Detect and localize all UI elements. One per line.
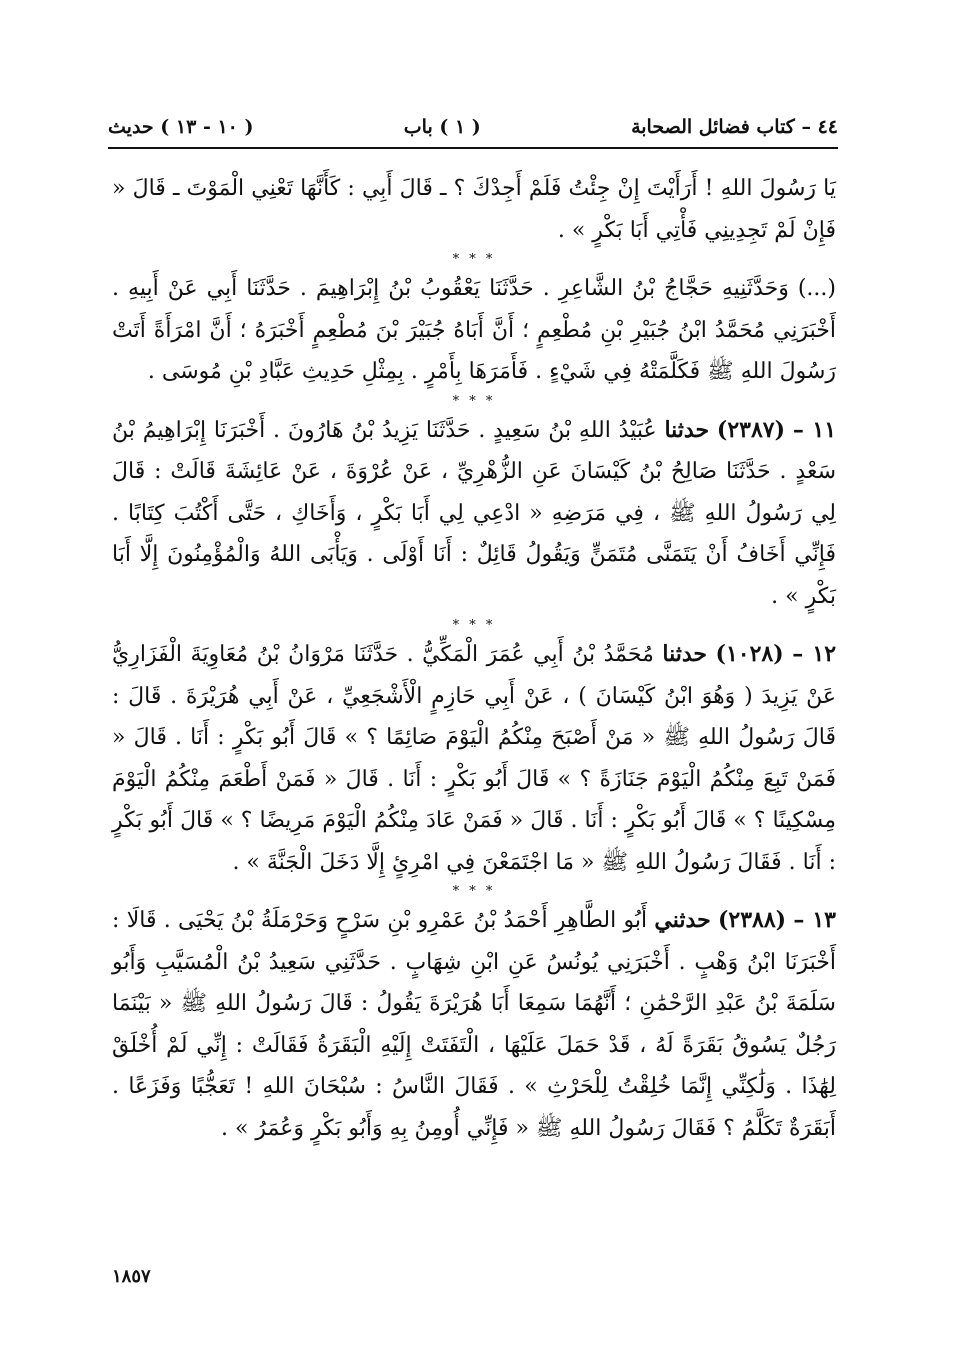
paragraph-continuation — [112, 168, 836, 251]
hadith-reference: (٢٣٨٨) — [717, 907, 787, 933]
hadith-12 — [112, 634, 836, 883]
hadith-text: مُحَمَّدُ بْنُ أَبِي عُمَرَ الْمَكِّيُّ . حَدَّثَنَا مَرْوَانُ بْنُ مُعَاوِيَةَ الْفَزَارِيُّ عَنْ يَزِيدَ ( وَهُوَ ابْنُ كَيْسَانَ ) ، عَنْ أَبِي حَازِمٍ الْأَشْجَعِيِّ ، عَنْ أَبِي هُرَيْرَةَ . قَالَ : قَالَ رَسُولُ اللهِ ﷺ « مَنْ أَصْبَحَ مِنْكُمُ الْيَوْمَ صَائِمًا ؟ » قَالَ أَبُو بَكْرٍ : أَنَا . قَالَ « فَمَنْ تَبِعَ مِنْكُمُ الْيَوْمَ جَنَازَةً ؟ » قَالَ أَبُو بَكْرٍ : أَنَا . قَالَ « فَمَنْ أَطْعَمَ مِنْكُمُ الْيَوْمَ مِسْكِينًا ؟ » قَالَ أَبُو بَكْرٍ : أَنَا . قَالَ « فَمَنْ عَادَ مِنْكُمُ الْيَوْمَ مَرِيضًا ؟ » قَالَ أَبُو بَكْرٍ : أَنَا . فَقَالَ رَسُولُ اللهِ ﷺ « مَا اجْتَمَعْنَ فِي امْرِئٍ إِلَّا دَخَلَ الْجَنَّةَ » . — [112, 642, 836, 875]
hadith-number: ١٣ – — [793, 907, 836, 933]
header-rule — [108, 147, 838, 149]
separator-stars: * * * — [452, 393, 496, 409]
hadith-reference: (٢٣٨٧) — [716, 416, 786, 443]
hadith-11 — [112, 410, 836, 618]
header-hadith-range: ( ١٠ - ١٣ ) حديث — [108, 116, 254, 138]
header-chapter: ( ١ ) باب — [403, 116, 481, 138]
hadith-reference: (١٠٢٨) — [715, 641, 784, 667]
hadith-number: ١١ – — [792, 416, 837, 443]
haddathana-label: حدثني — [654, 907, 711, 933]
page-number: ١٨٥٧ — [112, 1266, 151, 1287]
paragraph-text: (...) وَحَدَّثَنِيهِ حَجَّاجُ بْنُ الشَّاعِرِ . حَدَّثَنَا يَعْقُوبُ بْنُ إِبْرَاهِيمَ . حَدَّثَنَا أَبِي عَنْ أَبِيهِ . أَخْبَرَنِي مُحَمَّدُ ابْنُ جُبَيْرِ بْنِ مُطْعِمٍ ؛ أَنَّ أَبَاهُ جُبَيْرَ بْنَ مُطْعِمٍ أَخْبَرَهُ ؛ أَنَّ امْرَأَةً أَتَتْ رَسُولَ اللهِ ﷺ فَكَلَّمَتْهُ فِي شَيْءٍ . فَأَمَرَهَا بِأَمْرٍ . بِمِثْلِ حَدِيثِ عَبَّادِ بْنِ مُوسَى . — [112, 276, 836, 384]
separator-stars: * * * — [452, 252, 496, 267]
running-header — [108, 110, 838, 144]
page-body — [112, 168, 836, 1149]
hadith-13 — [112, 900, 836, 1149]
hadith-text: عُبَيْدُ اللهِ بْنُ سَعِيدٍ . حَدَّثَنَا يَزِيدُ بْنُ هَارُونَ . أَخْبَرَنَا إِبْرَاهِيمُ بْنُ سَعْدٍ . حَدَّثَنَا صَالِحُ بْنُ كَيْسَانَ عَنِ الزُّهْرِيِّ ، عَنْ عُرْوَةَ ، عَنْ عَائِشَةَ قَالَتْ : قَالَ لِي رَسُولُ اللهِ ﷺ ، فِي مَرَضِهِ « ادْعِي لِي أَبَا بَكْرٍ ، وَأَخَاكِ ، حَتَّى أَكْتُبَ كِتَابًا . فَإِنِّي أَخَافُ أَنْ يَتَمَنَّى مُتَمَنٍّ وَيَقُولُ قَائِلٌ : أَنَا أَوْلَى . وَيَأْبَى اللهُ وَالْمُؤْمِنُونَ إِلَّا أَبَا بَكْرٍ » . — [112, 417, 836, 609]
paragraph-variant — [112, 268, 836, 393]
hadith-text: أَبُو الطَّاهِرِ أَحْمَدُ بْنُ عَمْرِو بْنِ سَرْحٍ وَحَرْمَلَةُ بْنُ يَحْيَى . قَالَا : أَخْبَرَنَا ابْنُ وَهْبٍ . أَخْبَرَنِي يُونُسُ عَنِ ابْنِ شِهَابٍ . حَدَّثَنِي سَعِيدُ بْنُ الْمُسَيَّبِ وَأَبُو سَلَمَةَ بْنُ عَبْدِ الرَّحْمَٰنِ ؛ أَنَّهُمَا سَمِعَا أَبَا هُرَيْرَةَ يَقُولُ : قَالَ رَسُولُ اللهِ ﷺ « بَيْنَمَا رَجُلٌ يَسُوقُ بَقَرَةً لَهُ ، قَدْ حَمَلَ عَلَيْهَا ، الْتَفَتَتْ إِلَيْهِ الْبَقَرَةُ فَقَالَتْ : إِنِّي لَمْ أُخْلَقْ لِهَٰذَا . وَلَٰكِنِّي إِنَّمَا خُلِقْتُ لِلْحَرْثِ » . فَقَالَ النَّاسُ : سُبْحَانَ اللهِ ! تَعَجُّبًا وَفَزَعًا . أَبَقَرَةٌ تَكَلَّمُ ؟ فَقَالَ رَسُولُ اللهِ ﷺ « فَإِنِّي أُومِنُ بِهِ وَأَبُو بَكْرٍ وَعُمَرُ » . — [112, 908, 836, 1141]
hadith-number: ١٢ – — [792, 641, 837, 667]
separator-stars: * * * — [452, 618, 496, 633]
separator-stars: * * * — [452, 884, 496, 899]
paragraph-text: يَا رَسُولَ اللهِ ! أَرَأَيْتَ إِنْ جِئْتُ فَلَمْ أَجِدْكَ ؟ ـ قَالَ أَبِي : كَأَنَّهَا تَعْنِي الْمَوْتَ ـ قَالَ « فَإِنْ لَمْ تَجِدِينِي فَأْتِي أَبَا بَكْرٍ » . — [112, 176, 836, 243]
haddathana-label: حدثنا — [664, 416, 710, 443]
header-book-page: ٤٤ – كتاب فضائل الصحابة — [631, 116, 838, 138]
haddathana-label: حدثنا — [662, 641, 708, 667]
